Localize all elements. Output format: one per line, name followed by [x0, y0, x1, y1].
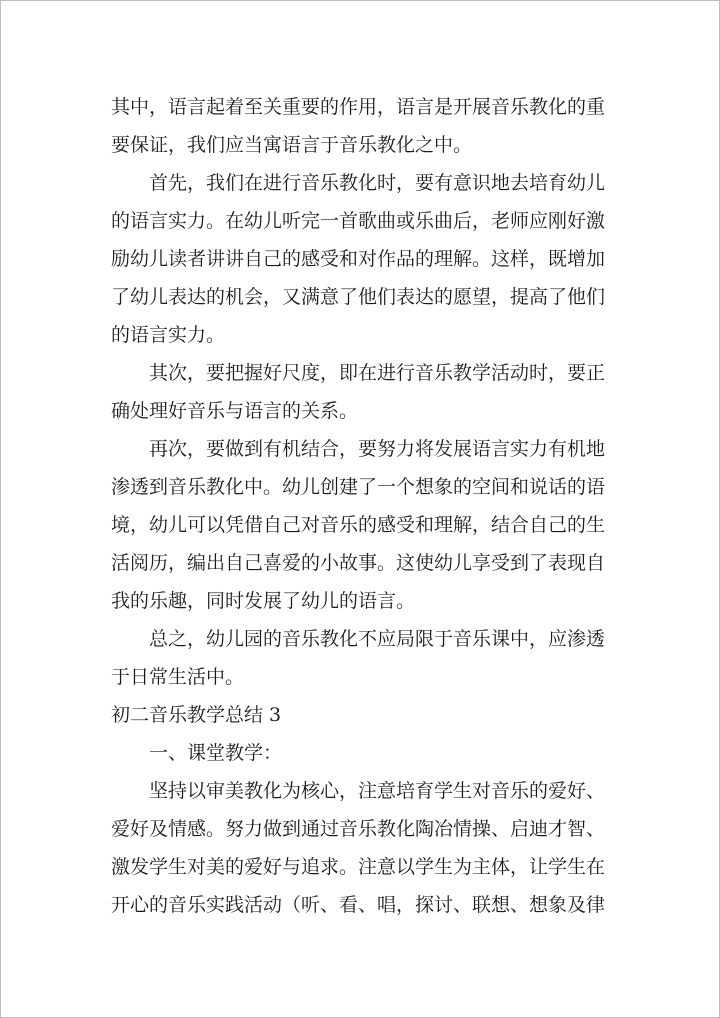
text-line: 境，幼儿可以凭借自己对音乐的感受和理解，结合自己的生: [111, 514, 606, 536]
text-line: 渗透到音乐教化中。幼儿创建了一个想象的空间和说话的语: [111, 476, 606, 498]
text-line: 其中，语言起着至关重要的作用，语言是开展音乐教化的重: [111, 96, 606, 118]
text-line: 确处理好音乐与语言的关系。: [111, 400, 359, 422]
document-body: [111, 88, 631, 924]
text-line: 于日常生活中。: [111, 666, 245, 688]
paragraph-start-line: 总之，幼儿园的音乐教化不应局限于音乐课中，应渗透: [149, 628, 606, 650]
paragraph-start-line: 再次，要做到有机结合，要努力将发展语言实力有机地: [149, 438, 606, 460]
subsection-heading: 一、课堂教学：: [149, 742, 283, 764]
text-line: 了幼儿表达的机会，又满意了他们表达的愿望，提高了他们: [111, 286, 606, 308]
text-line: 的语言实力。在幼儿听完一首歌曲或乐曲后，老师应刚好激: [111, 210, 606, 232]
paragraph-start-line: 其次，要把握好尺度，即在进行音乐教学活动时，要正: [149, 362, 606, 384]
text-line: 活阅历，编出自己喜爱的小故事。这使幼儿享受到了表现自: [111, 552, 606, 574]
text-line: 要保证，我们应当寓语言于音乐教化之中。: [111, 134, 473, 156]
text-line: 爱好及情感。努力做到通过音乐教化陶冶情操、启迪才智、: [111, 818, 606, 840]
text-line: 我的乐趣，同时发展了幼儿的语言。: [111, 590, 416, 612]
paragraph-start-line: 坚持以审美教化为核心，注意培育学生对音乐的爱好、: [149, 780, 606, 802]
text-line: 激发学生对美的爱好与追求。注意以学生为主体，让学生在: [111, 856, 606, 878]
section-heading: 初二音乐教学总结 3: [111, 704, 282, 726]
paragraph-start-line: 首先，我们在进行音乐教化时，要有意识地去培育幼儿: [149, 172, 606, 194]
text-line: 的语言实力。: [111, 324, 226, 346]
text-line: 励幼儿读者讲讲自己的感受和对作品的理解。这样，既增加: [111, 248, 606, 270]
text-line: 开心的音乐实践活动（听、看、唱，探讨、联想、想象及律: [111, 894, 606, 916]
